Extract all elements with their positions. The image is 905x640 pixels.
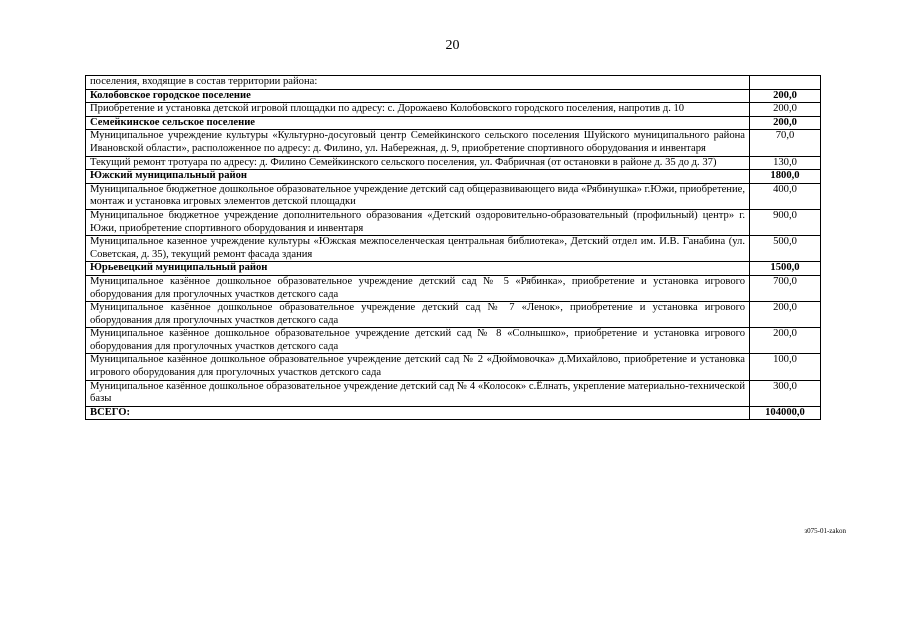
row-description: ВСЕГО: [86, 406, 750, 420]
row-amount: 1800,0 [750, 170, 821, 184]
row-description: Муниципальное казённое дошкольное образовательное учреждение детский сад № 2 «Дюймовочка» д.Михайлово, приобретение и установка игрового оборудования для прогулочных участков детского сада [86, 354, 750, 380]
row-description: Юрьевецкий муниципальный район [86, 262, 750, 276]
section-heading-row [86, 170, 821, 184]
row-amount: 130,0 [750, 156, 821, 170]
table-row [86, 209, 821, 235]
table-row [86, 380, 821, 406]
row-amount: 104000,0 [750, 406, 821, 420]
row-description: Семейкинское сельское поселение [86, 116, 750, 130]
row-description: Муниципальное казенное учреждение культуры «Южская межпоселенческая центральная библиотека», Детский отдел им. И.В. Ганабина (ул. Советская, д. 35), текущий ремонт фасада здания [86, 236, 750, 262]
table-row [86, 275, 821, 301]
row-description: Муниципальное бюджетное учреждение дополнительного образования «Детский оздоровительно-образовательный (профильный) центр» г. Южи, приобретение спортивного оборудования и инвентаря [86, 209, 750, 235]
row-amount: 1500,0 [750, 262, 821, 276]
row-amount: 100,0 [750, 354, 821, 380]
row-amount: 900,0 [750, 209, 821, 235]
row-description: Колобовское городское поселение [86, 89, 750, 103]
row-amount: 70,0 [750, 130, 821, 156]
row-amount: 700,0 [750, 275, 821, 301]
row-description: Муниципальное казённое дошкольное образовательное учреждение детский сад № 8 «Солнышко», приобретение и установка игрового оборудования для прогулочных участков детского сада [86, 328, 750, 354]
page-number: 20 [445, 38, 460, 53]
row-amount: 200,0 [750, 116, 821, 130]
row-description: Южский муниципальный район [86, 170, 750, 184]
table-row [86, 302, 821, 328]
row-amount: 200,0 [750, 328, 821, 354]
table-row [86, 76, 821, 90]
table-row [86, 236, 821, 262]
row-description: Муниципальное учреждение культуры «Культурно-досуговый центр Семейкинского сельского поселения Шуйского муниципального района Ивановской области», расположенное по адресу: д. Филино, ул. Набережная, д. 9, приобретение спортивного оборудования и инвентаря [86, 130, 750, 156]
table-row [86, 354, 821, 380]
budget-table [85, 75, 821, 420]
table-row [86, 183, 821, 209]
row-description: Муниципальное бюджетное дошкольное образовательное учреждение детский сад общеразвивающего вида «Рябинушка» г.Южи, приобретение, монтаж и установка игровых элементов детской площадки [86, 183, 750, 209]
row-description: Муниципальное казённое дошкольное образовательное учреждение детский сад № 4 «Колосок» с.Ёлнать, укрепление материально-технической базы [86, 380, 750, 406]
table-row [86, 130, 821, 156]
row-description: Муниципальное казённое дошкольное образовательное учреждение детский сад № 5 «Рябинка», приобретение и установка игрового оборудования для прогулочных участков детского сада [86, 275, 750, 301]
row-amount: 300,0 [750, 380, 821, 406]
row-amount: 400,0 [750, 183, 821, 209]
row-description: поселения, входящие в состав территории района: [86, 76, 750, 90]
row-description: Текущий ремонт тротуара по адресу: д. Филино Семейкинского сельского поселения, ул. Фабричная (от остановки в районе д. 35 до д. 37) [86, 156, 750, 170]
row-amount: 500,0 [750, 236, 821, 262]
budget-table-body [86, 76, 821, 420]
table-row [86, 328, 821, 354]
row-amount: 200,0 [750, 302, 821, 328]
row-description: Муниципальное казённое дошкольное образовательное учреждение детский сад № 7 «Ленок», приобретение и установка игрового оборудования для прогулочных участков детского сада [86, 302, 750, 328]
table-row [86, 103, 821, 117]
section-heading-row [86, 89, 821, 103]
section-heading-row [86, 262, 821, 276]
table-row [86, 156, 821, 170]
section-heading-row [86, 406, 821, 420]
footer-code: з075-01-zakon [804, 527, 846, 535]
row-description: Приобретение и установка детской игровой площадки по адресу: с. Дорожаево Колобовского городского поселения, напротив д. 10 [86, 103, 750, 117]
section-heading-row [86, 116, 821, 130]
row-amount: 200,0 [750, 103, 821, 117]
row-amount: 200,0 [750, 89, 821, 103]
row-amount [750, 76, 821, 90]
